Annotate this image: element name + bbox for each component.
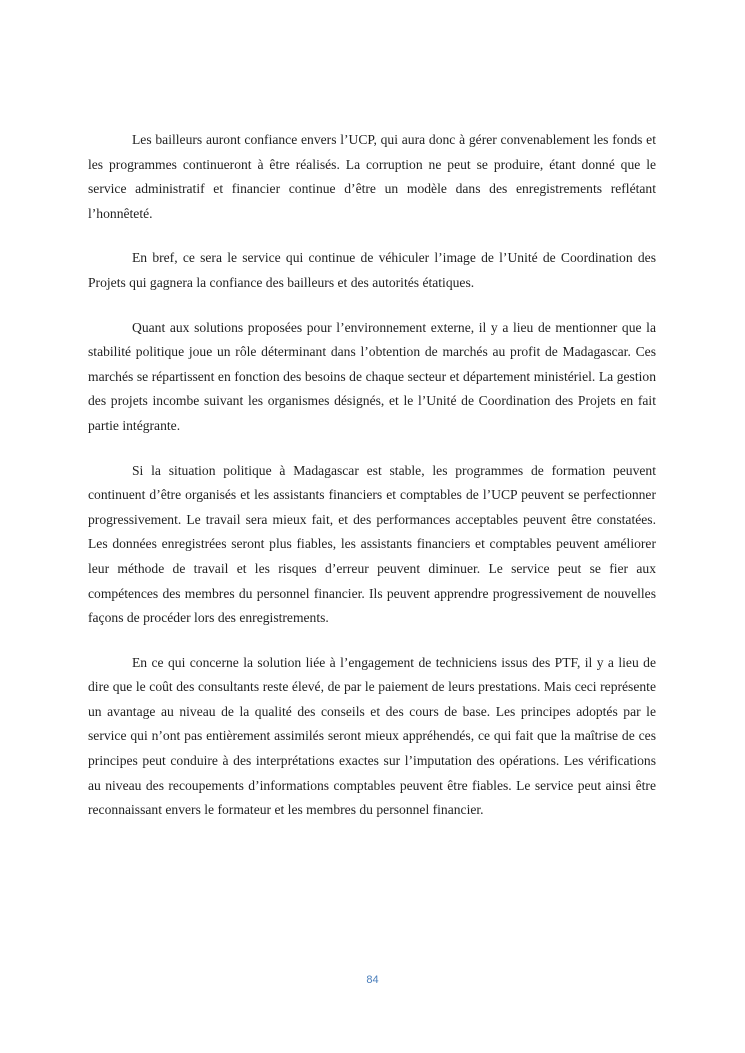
paragraph-4: Si la situation politique à Madagascar est stable, les programmes de formation peuvent continuent d’être organisés et les assistants financiers et comptables de l’UCP peuvent se perfectionner progressivement. Le travail sera mieux fait, et des performances acceptables peuvent être constatées. Les données enregistrées seront plus fiables, les assistants financiers et comptables peuvent améliorer leur méthode de travail et les risques d’erreur peuvent diminuer. Le service peut se fier aux compétences des membres du personnel financier. Ils peuvent apprendre progressivement de nouvelles façons de procéder lors des enregistrements. bbox=[88, 462, 656, 626]
page-number: 84 bbox=[366, 974, 379, 986]
paragraph-5: En ce qui concerne la solution liée à l’engagement de techniciens issus des PTF, il y a lieu de dire que le coût des consultants reste élevé, de par le paiement de leurs prestations. Mais ceci représente un avantage au niveau de la qualité des conseils et des cours de base. Les principes adoptés par le service qui n’ont pas entièrement assimilés seront mieux appréhendés, ce qui fait que la maîtrise de ces principes peut conduire à des interprétations exactes sur l’imputation des opérations. Les vérifications au niveau des recoupements d’informations comptables peuvent être fiables. Le service peut ainsi être reconnaissant envers le formateur et les membres du personnel financier. bbox=[88, 654, 656, 818]
body-text bbox=[88, 128, 656, 843]
paragraph-3: Quant aux solutions proposées pour l’environnement externe, il y a lieu de mentionner que la stabilité politique joue un rôle déterminant dans l’obtention de marchés au profit de Madagascar. Ces marchés se répartissent en fonction des besoins de chaque secteur et département ministériel. La gestion des projets incombe suivant les organismes désignés, et le l’Unité de Coordination des Projets en fait partie intégrante. bbox=[88, 319, 656, 433]
paragraph-2: En bref, ce sera le service qui continue de véhiculer l’image de l’Unité de Coordination des Projets qui gagnera la confiance des bailleurs et des autorités étatiques. bbox=[88, 250, 656, 290]
paragraph-1: Les bailleurs auront confiance envers l’UCP, qui aura donc à gérer convenablement les fonds et les programmes continueront à être réalisés. La corruption ne peut se produire, étant donné que le service administratif et financier continue d’être un modèle dans des enregistrements reflétant l’honnêteté. bbox=[88, 132, 656, 221]
